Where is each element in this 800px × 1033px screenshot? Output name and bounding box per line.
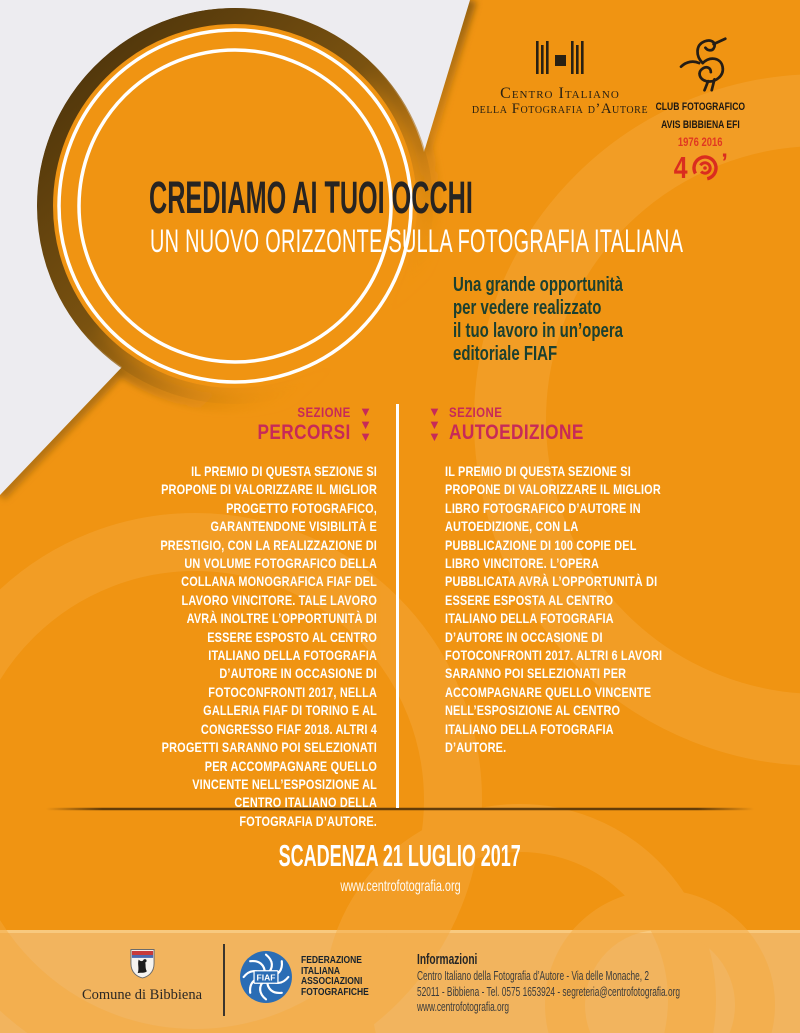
- triangle-down-icon: ▼: [428, 404, 441, 419]
- triangle-down-icon: ▼: [428, 416, 441, 432]
- triangle-down-icon: ▼: [359, 416, 372, 432]
- fiaf-name-lines: [301, 956, 369, 998]
- column-divider: [396, 404, 399, 808]
- intro-line: per vedere realizzato: [453, 297, 602, 319]
- info-address-line: Centro Italiano della Fotografia d’Autore - Via delle Monache, 2: [417, 968, 650, 983]
- section-percorsi-name: PERCORSI: [257, 421, 352, 444]
- anniversary-digit: 4: [673, 150, 688, 185]
- comune-label: Comune di Bibbiena: [81, 987, 202, 1003]
- fiaf-swirl-icon: [239, 950, 293, 1004]
- section-autoedizione-header: [428, 404, 613, 445]
- footer-info-block: [417, 952, 800, 1015]
- club-logo-years: 1976 2016: [677, 137, 723, 149]
- fiaf-line: FEDERAZIONE: [301, 955, 362, 966]
- triangle-down-icon: ▼: [359, 404, 372, 419]
- anniversary-zero-spiral-icon: [690, 153, 720, 183]
- intro-line: Una grande opportunità: [453, 274, 624, 296]
- anniversary-tick: ’: [721, 149, 728, 176]
- intro-line: il tuo lavoro in un’opera: [453, 320, 624, 342]
- club-fotografico-logo: [643, 36, 757, 183]
- poster-title: CREDIAMO AI TUOI OCCHI: [149, 172, 473, 223]
- intro-line: editoriale FIAF: [453, 343, 558, 365]
- triangle-down-icon: ▼: [359, 429, 372, 444]
- info-contacts-line: 52011 - Bibbiena - Tel. 0575 1653924 - segreteria@centrofotografia.org: [417, 983, 680, 999]
- info-heading: Informazioni: [417, 952, 478, 968]
- triangle-stack-icon: [359, 404, 372, 445]
- bibbiena-shield-icon: [129, 948, 156, 979]
- footer-divider: [223, 944, 225, 1016]
- club-logo-line2: AVIS BIBBIENA EFI: [660, 119, 740, 131]
- triangle-down-icon: ▼: [428, 429, 441, 444]
- intro-text: [453, 274, 623, 366]
- fiaf-line: ASSOCIAZIONI: [301, 976, 363, 987]
- section-autoedizione-kicker: SEZIONE: [448, 404, 503, 420]
- section-autoedizione-body: IL PREMIO DI QUESTA SEZIONE SI PROPONE DI VALORIZZARE IL MIGLIOR LIBRO FOTOGRAFICO D’AUTORE IN AUTOEDIZIONE, CON LA PUBBLICAZIONE DI 100 COPIE DEL LIBRO VINCITORE. L’OPERA PUBBLICATA AVRÀ L’OPPORTUNITÀ DI ESSERE ESPOSTA AL CENTRO ITALIANO DELLA FOTOGRAFIA D’AUTORE IN OCCASIONE DI FOTOCONFRONTI 2017. ALTRI 6 LAVORI SARANNO POI SELEZIONATI PER ACCOMPAGNARE QUELLO VINCENTE NELL’ESPOSIZIONE AL CENTRO ITALIANO DELLA FOTOGRAFIA D’AUTORE.: [445, 463, 663, 756]
- poster-subtitle: UN NUOVO ORIZZONTE SULLA FOTOGRAFIA ITALIANA: [150, 223, 684, 259]
- centro-italiano-logo: [470, 40, 650, 117]
- club-bird-icon: [668, 36, 732, 92]
- centro-logo-line1: Centro Italiano: [500, 85, 620, 102]
- section-percorsi-kicker: SEZIONE: [297, 404, 352, 420]
- triangle-stack-icon: [428, 404, 441, 445]
- fiaf-line: ITALIANA: [301, 965, 341, 977]
- website-url: www.centrofotografia.org: [339, 878, 461, 895]
- club-logo-line1: CLUB FOTOGRAFICO: [655, 101, 746, 113]
- fiaf-line: FOTOGRAFICHE: [301, 986, 369, 998]
- website-line: [0, 878, 800, 896]
- footer: [0, 930, 800, 1033]
- deadline-banner: [0, 838, 800, 874]
- comune-di-bibbiena-logo: [70, 948, 214, 1004]
- fiaf-acronym: FIAF: [256, 972, 276, 983]
- info-website-line: www.centrofotografia.org: [417, 999, 510, 1014]
- anniversary-40-mark: [643, 149, 757, 185]
- deadline-text: SCADENZA 21 LUGLIO 2017: [278, 838, 522, 873]
- section-autoedizione-name: AUTOEDIZIONE: [448, 421, 584, 444]
- centro-logo-line2: della Fotografia d’Autore: [471, 101, 649, 117]
- section-percorsi-header: [180, 404, 372, 445]
- section-percorsi-body: IL PREMIO DI QUESTA SEZIONE SI PROPONE DI VALORIZZARE IL MIGLIOR PROGETTO FOTOGRAFICO, GARANTENDONE VISIBILITÀ E PRESTIGIO, CON LA REALIZZAZIONE DI UN VOLUME FOTOGRAFICO DELLA COLLANA MONOGRAFICA FIAF DEL LAVORO VINCITORE. TALE LAVORO AVRÀ INOLTRE L’OPPORTUNITÀ DI ESSERE ESPOSTO AL CENTRO ITALIANO DELLA FOTOGRAFIA D’AUTORE IN OCCASIONE DI FOTOCONFRONTI 2017, NELLA GALLERIA FIAF DI TORINO E AL CONGRESSO FIAF 2018. ALTRI 4 PROGETTI SARANNO POI SELEZIONATI PER ACCOMPAGNARE QUELLO VINCENTE NELL’ESPOSIZIONE AL CENTRO ITALIANO DELLA FOTOGRAFIA D’AUTORE.: [160, 463, 377, 829]
- fiaf-federation-logo: [239, 950, 381, 1004]
- centro-italiano-bars-icon: [531, 40, 589, 80]
